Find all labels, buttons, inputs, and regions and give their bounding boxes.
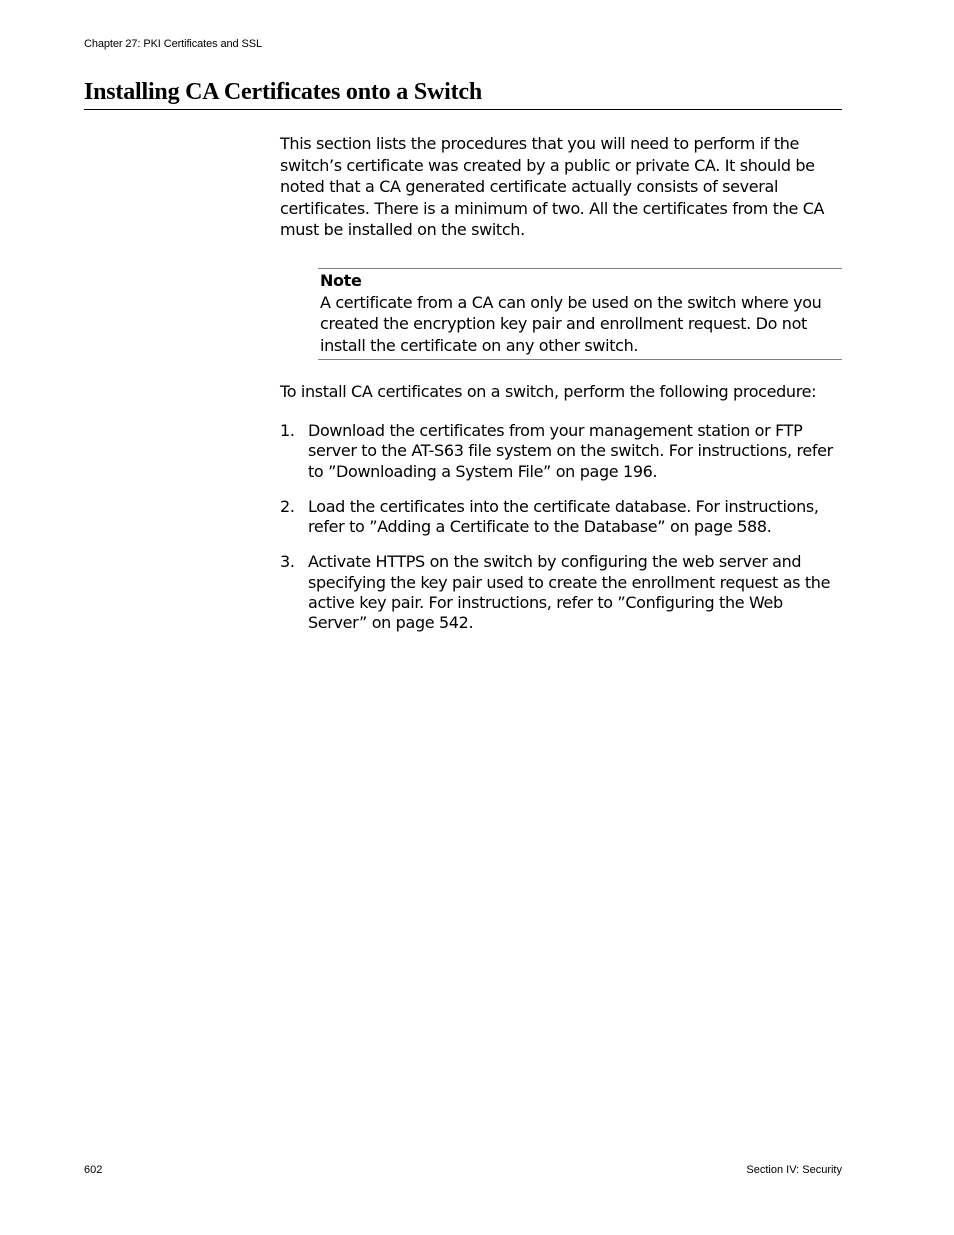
procedure-intro: To install CA certificates on a switch, perform the following procedure: [280, 382, 817, 401]
procedure-step [280, 552, 842, 633]
procedure-step [280, 497, 842, 538]
step-number: 3. [280, 552, 295, 572]
note-label: Note [320, 271, 362, 290]
step-text: Download the certificates from your management station or FTP server to the AT-S63 file system on the switch. For instructions, refer to ”Downloading a System File” on page 196. [308, 421, 833, 481]
title-rule [84, 109, 842, 110]
procedure-steps [280, 421, 842, 649]
footer-section: Section IV: Security [746, 1164, 842, 1176]
step-text: Activate HTTPS on the switch by configuring the web server and specifying the key pair used to create the enrollment request as the active key pair. For instructions, refer to ”Configuring the Web Server” on page 542. [308, 552, 831, 633]
step-number: 1. [280, 421, 295, 440]
page-number: 602 [84, 1164, 103, 1176]
procedure-step [280, 421, 842, 482]
running-header: Chapter 27: PKI Certificates and SSL [84, 38, 262, 50]
note-box [318, 268, 842, 360]
step-text: Load the certificates into the certificate database. For instructions, refer to ”Adding a Certificate to the Database” on page 588. [308, 496, 819, 537]
section-title: Installing CA Certificates onto a Switch [84, 79, 482, 105]
intro-paragraph: This section lists the procedures that you will need to perform if the switch’s certificate was created by a public or private CA. It should be noted that a CA generated certificate actually consists of several certificates. There is a minimum of two. All the certificates from the CA must be installed on the switch. [280, 134, 825, 239]
note-text: A certificate from a CA can only be used on the switch where you created the encryption key pair and enrollment request. Do not install the certificate on any other switch. [320, 292, 822, 355]
step-number: 2. [280, 496, 295, 516]
